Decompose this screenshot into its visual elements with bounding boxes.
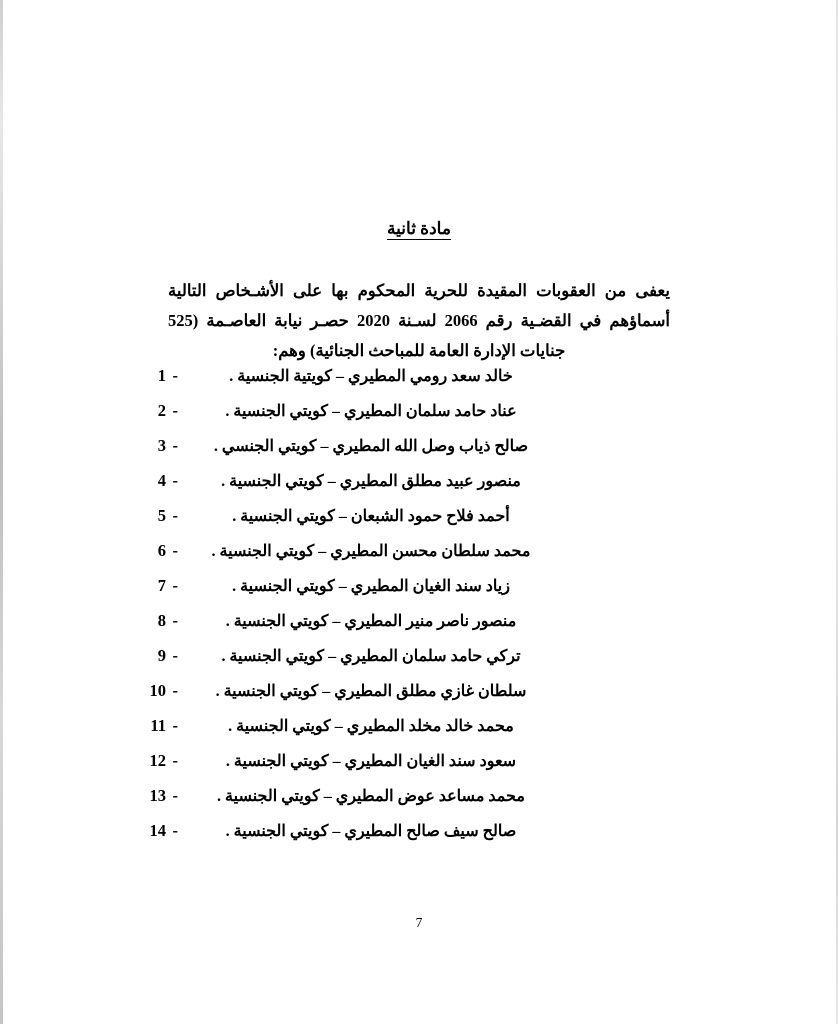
list-item: [0, 401, 838, 436]
list-item-label: تركي حامد سلمان المطيري – كويتي الجنسية .: [221, 648, 521, 665]
list-item-separator: -: [172, 366, 178, 385]
page-title: [0, 219, 838, 239]
list-item: [0, 576, 838, 611]
intro-paragraph: [168, 276, 670, 366]
list-item-separator: -: [172, 821, 178, 840]
list-item-label: محمد خالد مخلد المطيري – كويتي الجنسية .: [228, 718, 514, 735]
list-item-separator: -: [172, 646, 178, 665]
list-item-number: 12: [149, 751, 166, 770]
list-item-number: 6: [157, 541, 166, 560]
names-list: [0, 366, 838, 856]
list-item-label: زياد سند الغيان المطيري – كويتي الجنسية .: [232, 578, 510, 595]
list-item-separator: -: [172, 576, 178, 595]
list-item: [0, 751, 838, 786]
list-item-label: منصور ناصر منير المطيري – كويتي الجنسية .: [225, 613, 517, 630]
list-item-separator: -: [172, 611, 178, 630]
page-number: 7: [415, 915, 423, 930]
list-item: [0, 541, 838, 576]
list-item-separator: -: [172, 541, 178, 560]
list-item: [0, 646, 838, 681]
list-item-separator: -: [172, 506, 178, 525]
list-item: [0, 436, 838, 471]
list-item-separator: -: [172, 436, 178, 455]
page-title-text: مادة ثانية: [387, 219, 451, 238]
list-item-separator: -: [172, 681, 178, 700]
list-item: [0, 681, 838, 716]
list-item-number: 5: [157, 506, 166, 525]
list-item-number: 1: [157, 366, 166, 385]
intro-paragraph-text: يعفى من العقوبات المقيدة للحرية المحكوم بها على الأشـخاص التالية أسماؤهم في القضـية رقم 2066 لسـنة 2020 حصـر نيابة العاصـمة (525 جنايات الإدارة العامة للمباحث الجنائية) وهم:: [168, 281, 671, 360]
list-item-number: 10: [149, 681, 166, 700]
list-item-number: 13: [149, 786, 166, 805]
list-item-separator: -: [172, 716, 178, 735]
list-item-label: منصور عبيد مطلق المطيري – كويتي الجنسية .: [221, 473, 521, 490]
list-item-label: محمد مساعد عوض المطيري – كويتي الجنسية .: [217, 788, 525, 805]
list-item-number: 4: [157, 471, 166, 490]
list-item-label: صالح ذياب وصل الله المطيري – كويتي الجنسي .: [213, 438, 529, 455]
list-item: [0, 366, 838, 401]
list-item: [0, 506, 838, 541]
list-item-number: 8: [157, 611, 166, 630]
list-item: [0, 786, 838, 821]
list-item-label: صالح سيف صالح المطيري – كويتي الجنسية .: [225, 823, 517, 840]
list-item-label: أحمد فلاح حمود الشبعان – كويتي الجنسية .: [232, 508, 510, 525]
list-item: [0, 716, 838, 751]
list-item-separator: -: [172, 401, 178, 420]
list-item: [0, 471, 838, 506]
list-item-number: 3: [157, 436, 166, 455]
list-item-number: 11: [150, 716, 166, 735]
list-item-separator: -: [172, 471, 178, 490]
list-item-label: خالد سعد رومي المطيري – كويتية الجنسية .: [229, 368, 513, 385]
list-item-label: عناد حامد سلمان المطيري – كويتي الجنسية .: [225, 403, 517, 420]
list-item-label: سلطان غازي مطلق المطيري – كويتي الجنسية .: [215, 683, 527, 700]
list-item: [0, 821, 838, 856]
list-item-number: 9: [157, 646, 166, 665]
list-item-separator: -: [172, 751, 178, 770]
list-item-number: 7: [157, 576, 166, 595]
list-item-number: 2: [157, 401, 166, 420]
list-item-separator: -: [172, 786, 178, 805]
list-item-number: 14: [149, 821, 166, 840]
list-item-label: سعود سند الغيان المطيري – كويتي الجنسية .: [225, 753, 517, 770]
list-item-label: محمد سلطان محسن المطيري – كويتي الجنسية .: [211, 543, 531, 560]
list-item: [0, 611, 838, 646]
